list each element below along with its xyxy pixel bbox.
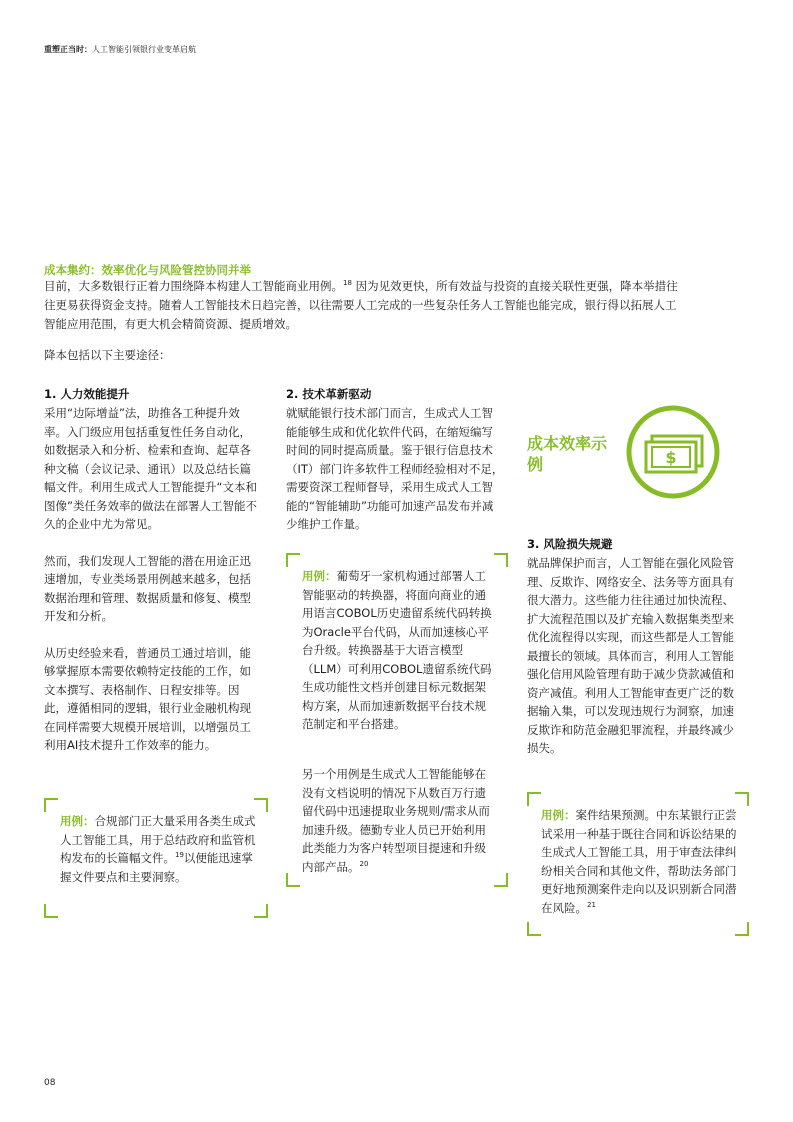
header-title: 人工智能引领银行业变革启航 bbox=[92, 45, 196, 54]
col3-title: 3. 风险损失规避 bbox=[527, 537, 613, 551]
bracket-bottom-right bbox=[735, 922, 749, 936]
bracket-top-left bbox=[527, 792, 541, 806]
bracket-top-right bbox=[494, 553, 508, 567]
svg-text:$: $ bbox=[665, 448, 677, 467]
col2-title: 2. 技术革新驱动 bbox=[286, 387, 372, 401]
col2-use-case-text-2 bbox=[302, 765, 494, 876]
bracket-bottom-left bbox=[44, 904, 58, 918]
footnote-ref-18: 18 bbox=[343, 279, 352, 288]
money-icon bbox=[626, 405, 720, 499]
col3-use-case-text bbox=[541, 806, 737, 917]
bracket-bottom-right bbox=[254, 904, 268, 918]
running-header bbox=[44, 44, 196, 55]
col2-use-case-box bbox=[286, 553, 508, 887]
money-icon-svg bbox=[626, 405, 720, 499]
example-title: 成本效率示例 bbox=[527, 434, 608, 474]
bracket-top-left bbox=[44, 798, 58, 812]
intro-line1b: 因为见效更快，所有效益与投资的直接关联性更强，降本举措往 bbox=[355, 279, 678, 293]
use-case-body: 葡萄牙一家机构通过部署人工智能驱动的转换器，将面向商业的通用语言COBOL历史遗留系统代码转换为Oracle平台代码，从而加速核心平台升级。转换器基于大语言模型（LLM）可利用COBOL遗留系统代码生成功能性文档并创建目标元数据架构方案，从而加速新数据平台技术规范制定和平台搭建。 bbox=[302, 569, 492, 731]
col1-paragraph-1: 采用“边际增益”法，助推各工种提升效率。入门级应用包括重复性任务自动化，如数据录入和分析、检索和查询、起草各种文稿（会议记录、通讯）以及总结长篇幅文件。利用生成式人工智能提升“文本和图像”类任务效率的做法在部署人工智能不久的企业中尤为常见。 bbox=[44, 406, 257, 531]
col1-use-case-text bbox=[60, 812, 256, 886]
paths-label: 降本包括以下主要途径： bbox=[44, 348, 171, 362]
col1-use-case-box bbox=[44, 798, 268, 918]
bracket-bottom-left bbox=[286, 873, 300, 887]
intro-line3: 智能应用范围，有更大机会精简资源、提质增效。 bbox=[44, 317, 297, 331]
use-case-body-2: 以便能迅速掌握文件要点和主要洞察。 bbox=[60, 851, 253, 884]
col1-title: 1. 人力效能提升 bbox=[44, 387, 130, 401]
use-case-body: 合规部门正大量采用各类生成式人工智能工具，用于总结政府和监管机构发布的长篇幅文件。 bbox=[60, 814, 256, 865]
column-tech-innovation bbox=[286, 386, 504, 534]
footnote-ref-19: 19 bbox=[175, 851, 184, 860]
bracket-bottom-left bbox=[527, 922, 541, 936]
use-case-label: 用例： bbox=[541, 808, 576, 822]
column-risk-loss bbox=[527, 536, 745, 758]
intro-paragraph bbox=[44, 277, 754, 334]
bracket-top-right bbox=[735, 792, 749, 806]
col1-paragraph-3: 从历史经验来看，普通员工通过培训，能够掌握原本需要依赖特定技能的工作，如文本撰写、表格制作、日程安排等。因此，遵循相同的逻辑，银行业金融机构现在同样需要大规模开展培训，以增强员工利用AI技术提升工作效率的能力。 bbox=[44, 645, 251, 752]
bracket-top-right bbox=[254, 798, 268, 812]
intro-line2: 往更易获得资金支持。随着人工智能技术日趋完善，以往需要人工完成的一些复杂任务人工智能也能完成，银行得以拓展人工 bbox=[44, 298, 677, 312]
use-case-body-2: 另一个用例是生成式人工智能能够在没有文档说明的情况下从数百万行遗留代码中迅速提取业务规则/需求从而加速升级。德勤专业人员已开始利用此类能力为客户转型项目提速和升级内部产品。 bbox=[302, 767, 490, 874]
use-case-body: 案件结果预测。中东某银行正尝试采用一种基于既往合同和诉讼结果的生成式人工智能工具，用于审查法律纠纷相关合同和其他文件，帮助法务部门更好地预测案件走向以及识别新合同潜在风险。 bbox=[541, 808, 737, 915]
col3-use-case-box bbox=[527, 792, 749, 936]
section-title: 成本集约：效率优化与风险管控协同并举 bbox=[44, 263, 251, 277]
footnote-ref-20: 20 bbox=[359, 859, 369, 868]
page-number: 08 bbox=[44, 1078, 56, 1088]
header-bold: 重塑正当时： bbox=[44, 45, 92, 54]
use-case-label: 用例： bbox=[302, 569, 337, 583]
column-human-efficiency bbox=[44, 386, 262, 755]
intro-line1a: 目前，大多数银行正着力围绕降本构建人工智能商业用例。 bbox=[44, 279, 343, 293]
col2-use-case-text bbox=[302, 567, 494, 734]
bracket-bottom-right bbox=[494, 873, 508, 887]
col3-paragraph-1: 就品牌保护而言，人工智能在强化风险管理、反欺诈、网络安全、法务等方面具有很大潜力。这些能力往往通过加快流程、扩大流程范围以及扩充输入数据集类型来优化流程得以实现，而这些都是人工智能最擅长的领域。具体而言，利用人工智能强化信用风险管理有助于减少贷款减值和资产减值。利用人工智能审查更广泛的数据输入集，可以发现违规行为洞察，加速反欺诈和防范金融犯罪流程，并最终减少损失。 bbox=[527, 556, 734, 755]
use-case-label: 用例： bbox=[60, 814, 95, 828]
col1-paragraph-2: 然而，我们发现人工智能的潜在用途正迅速增加，专业类场景用例越来越多，包括数据治理和管理、数据质量和修复、模型开发和分析。 bbox=[44, 553, 251, 623]
footnote-ref-21: 21 bbox=[587, 900, 596, 909]
col2-paragraph-1: 就赋能银行技术部门而言，生成式人工智能能够生成和优化软件代码，在缩短编写时间的同时提高质量。鉴于银行信息技术（IT）部门许多软件工程师经验相对不足，需要资深工程师督导，采用生成式人工智能的“智能辅助”功能可加速产品发布并减少维护工作量。 bbox=[286, 406, 504, 531]
bracket-top-left bbox=[286, 553, 300, 567]
